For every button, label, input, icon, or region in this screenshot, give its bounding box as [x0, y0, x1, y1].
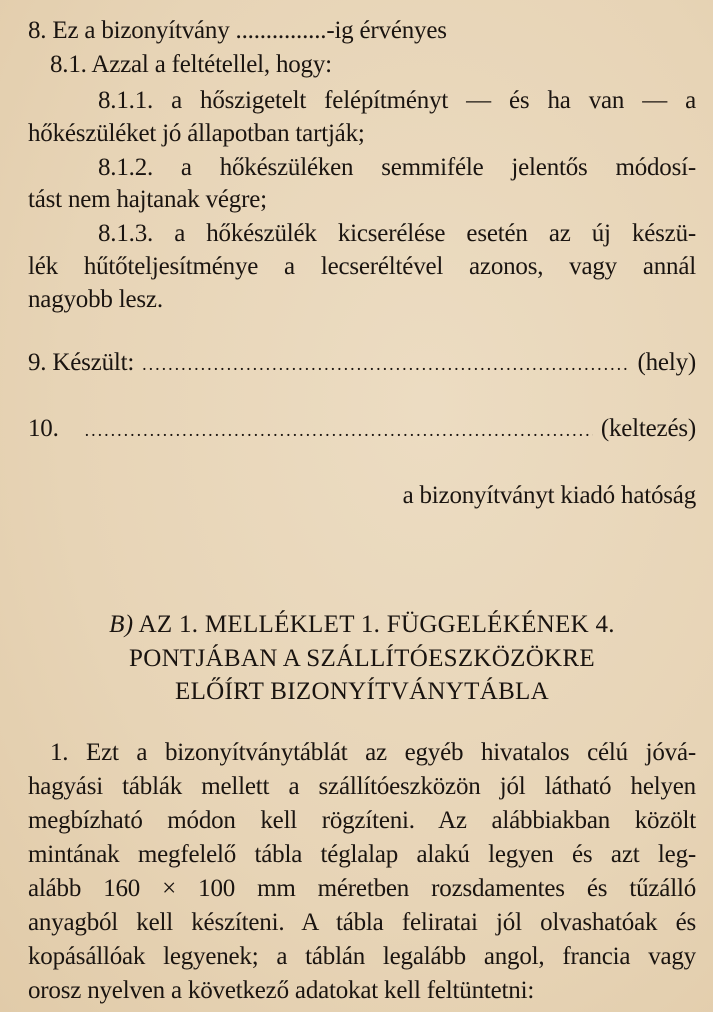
section-8-1-line: 8.1. Azzal a feltétellel, hogy:: [50, 51, 332, 78]
paragraph-line-2: hagyási táblák mellett a szállítóeszközön jól látható helyen: [28, 773, 696, 800]
section-b-prefix: B): [109, 611, 134, 638]
issuer-label: a bizonyítványt kiadó hatóság: [402, 482, 696, 509]
paragraph-line-3: megbízható módon kell rögzíteni. Az alábbiakban közölt: [28, 807, 696, 834]
paragraph-line-4: mintának megfelelő tábla téglalap alakú legyen és azt leg-: [28, 841, 696, 868]
section-8-1-3-line-a: 8.1.3. a hőkészülék kicserélése esetén az új készü-: [98, 220, 696, 247]
section-8-suffix: -ig érvényes: [326, 17, 447, 44]
section-8-1-1-line-a: 8.1.1. a hőszigetelt felépítményt — és ha van — a: [98, 87, 696, 114]
section-10-suffix: (keltezés): [600, 415, 696, 442]
section-b-heading-line-1: [28, 608, 696, 642]
place-dots: [142, 347, 629, 381]
section-10-label: 10.: [28, 415, 59, 442]
paragraph-line-1: 1. Ezt a bizonyítványtáblát az egyéb hivatalos célú jóvá-: [50, 739, 696, 766]
paragraph-line-6: anyagból kell készíteni. A tábla feliratai jól olvashatóak és: [28, 909, 696, 936]
heading-line-1-text: AZ 1. MELLÉKLET 1. FÜGGELÉKÉNEK 4.: [133, 611, 615, 638]
section-10-date-line: [28, 412, 696, 447]
section-8-1-1-line-b: hőkészüléket jó állapotban tartják;: [28, 120, 365, 147]
section-9-place-line: [28, 346, 696, 381]
section-8-prefix: 8. Ez a bizonyítvány: [28, 17, 236, 44]
paragraph-line-8: orosz nyelven a következő adatokat kell feltüntetni:: [28, 977, 535, 1004]
section-8-1-2-line-a: 8.1.2. a hőkészüléken semmiféle jelentős módosí-: [98, 154, 696, 181]
section-8-1-3-line-b: lék hűtőteljesítménye a lecseréltével azonos, vagy annál: [28, 253, 696, 280]
section-8-validity-line: [28, 14, 696, 48]
section-b-heading-line-3: ELŐÍRT BIZONYÍTVÁNYTÁBLA: [175, 678, 549, 705]
section-8-1-2-line-b: tást nem hajtanak végre;: [28, 186, 267, 213]
validity-dots: ...............: [235, 17, 327, 44]
section-9-suffix: (hely): [637, 349, 696, 376]
paragraph-line-7: kopásállóak legyenek; a táblán legalább angol, francia vagy: [28, 943, 696, 970]
section-b-heading-line-2: PONTJÁBAN A SZÁLLÍTÓESZKÖZÖKRE: [129, 645, 595, 672]
date-dots: [85, 413, 593, 447]
section-8-1-3-line-c: nagyobb lesz.: [28, 286, 163, 313]
section-9-label: 9. Készült:: [28, 349, 135, 376]
paragraph-line-5: alább 160 × 100 mm méretben rozsdamentes és tűzálló: [28, 875, 696, 902]
